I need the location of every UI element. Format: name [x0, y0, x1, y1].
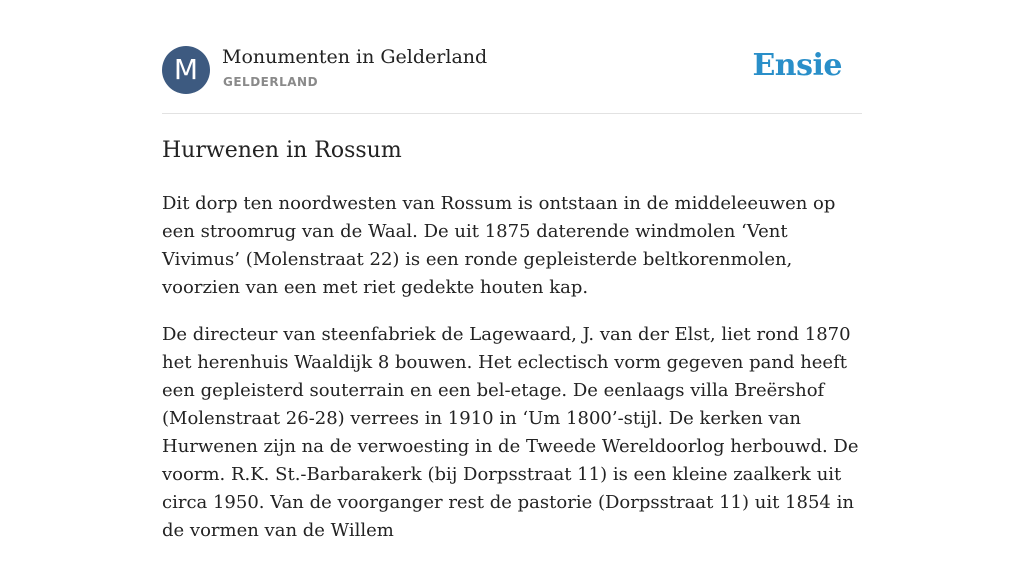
article-paragraph: Dit dorp ten noordwesten van Rossum is ontstaan in de middeleeuwen op een stroomrug van de Waal. De uit 1875 daterende windmolen ‘Vent Vivimus’ (Molenstraat 22) is een ronde gepleisterde beltkorenmolen, voorzien van een met riet gedekte houten kap. [162, 193, 836, 298]
source-name[interactable]: Monumenten in Gelderland [222, 46, 488, 68]
source-region[interactable]: GELDERLAND [223, 75, 319, 89]
ensie-logo[interactable]: Ensie [752, 48, 842, 83]
article-body [162, 190, 868, 564]
avatar[interactable]: M [162, 46, 210, 94]
article-paragraph: De directeur van steenfabriek de Lagewaard, J. van der Elst, liet rond 1870 het herenhuis Waaldijk 8 bouwen. Het eclectisch vorm gegeven pand heeft een gepleisterd souterrain en een bel-etage. De eenlaags villa Breërshof (Molenstraat 26-28) verrees in 1910 in ‘Um 1800’-stijl. De kerken van Hurwenen zijn na de verwoesting in de Tweede Wereldoorlog herbouwd. De voorm. R.K. St.-Barbarakerk (bij Dorpsstraat 11) is een kleine zaalkerk uit circa 1950. Van de voorganger rest de pastorie (Dorpsstraat 11) uit 1854 in de vormen van de Willem [162, 324, 859, 541]
header-divider [162, 113, 862, 114]
source-header [162, 46, 862, 96]
article-title: Hurwenen in Rossum [162, 138, 402, 163]
